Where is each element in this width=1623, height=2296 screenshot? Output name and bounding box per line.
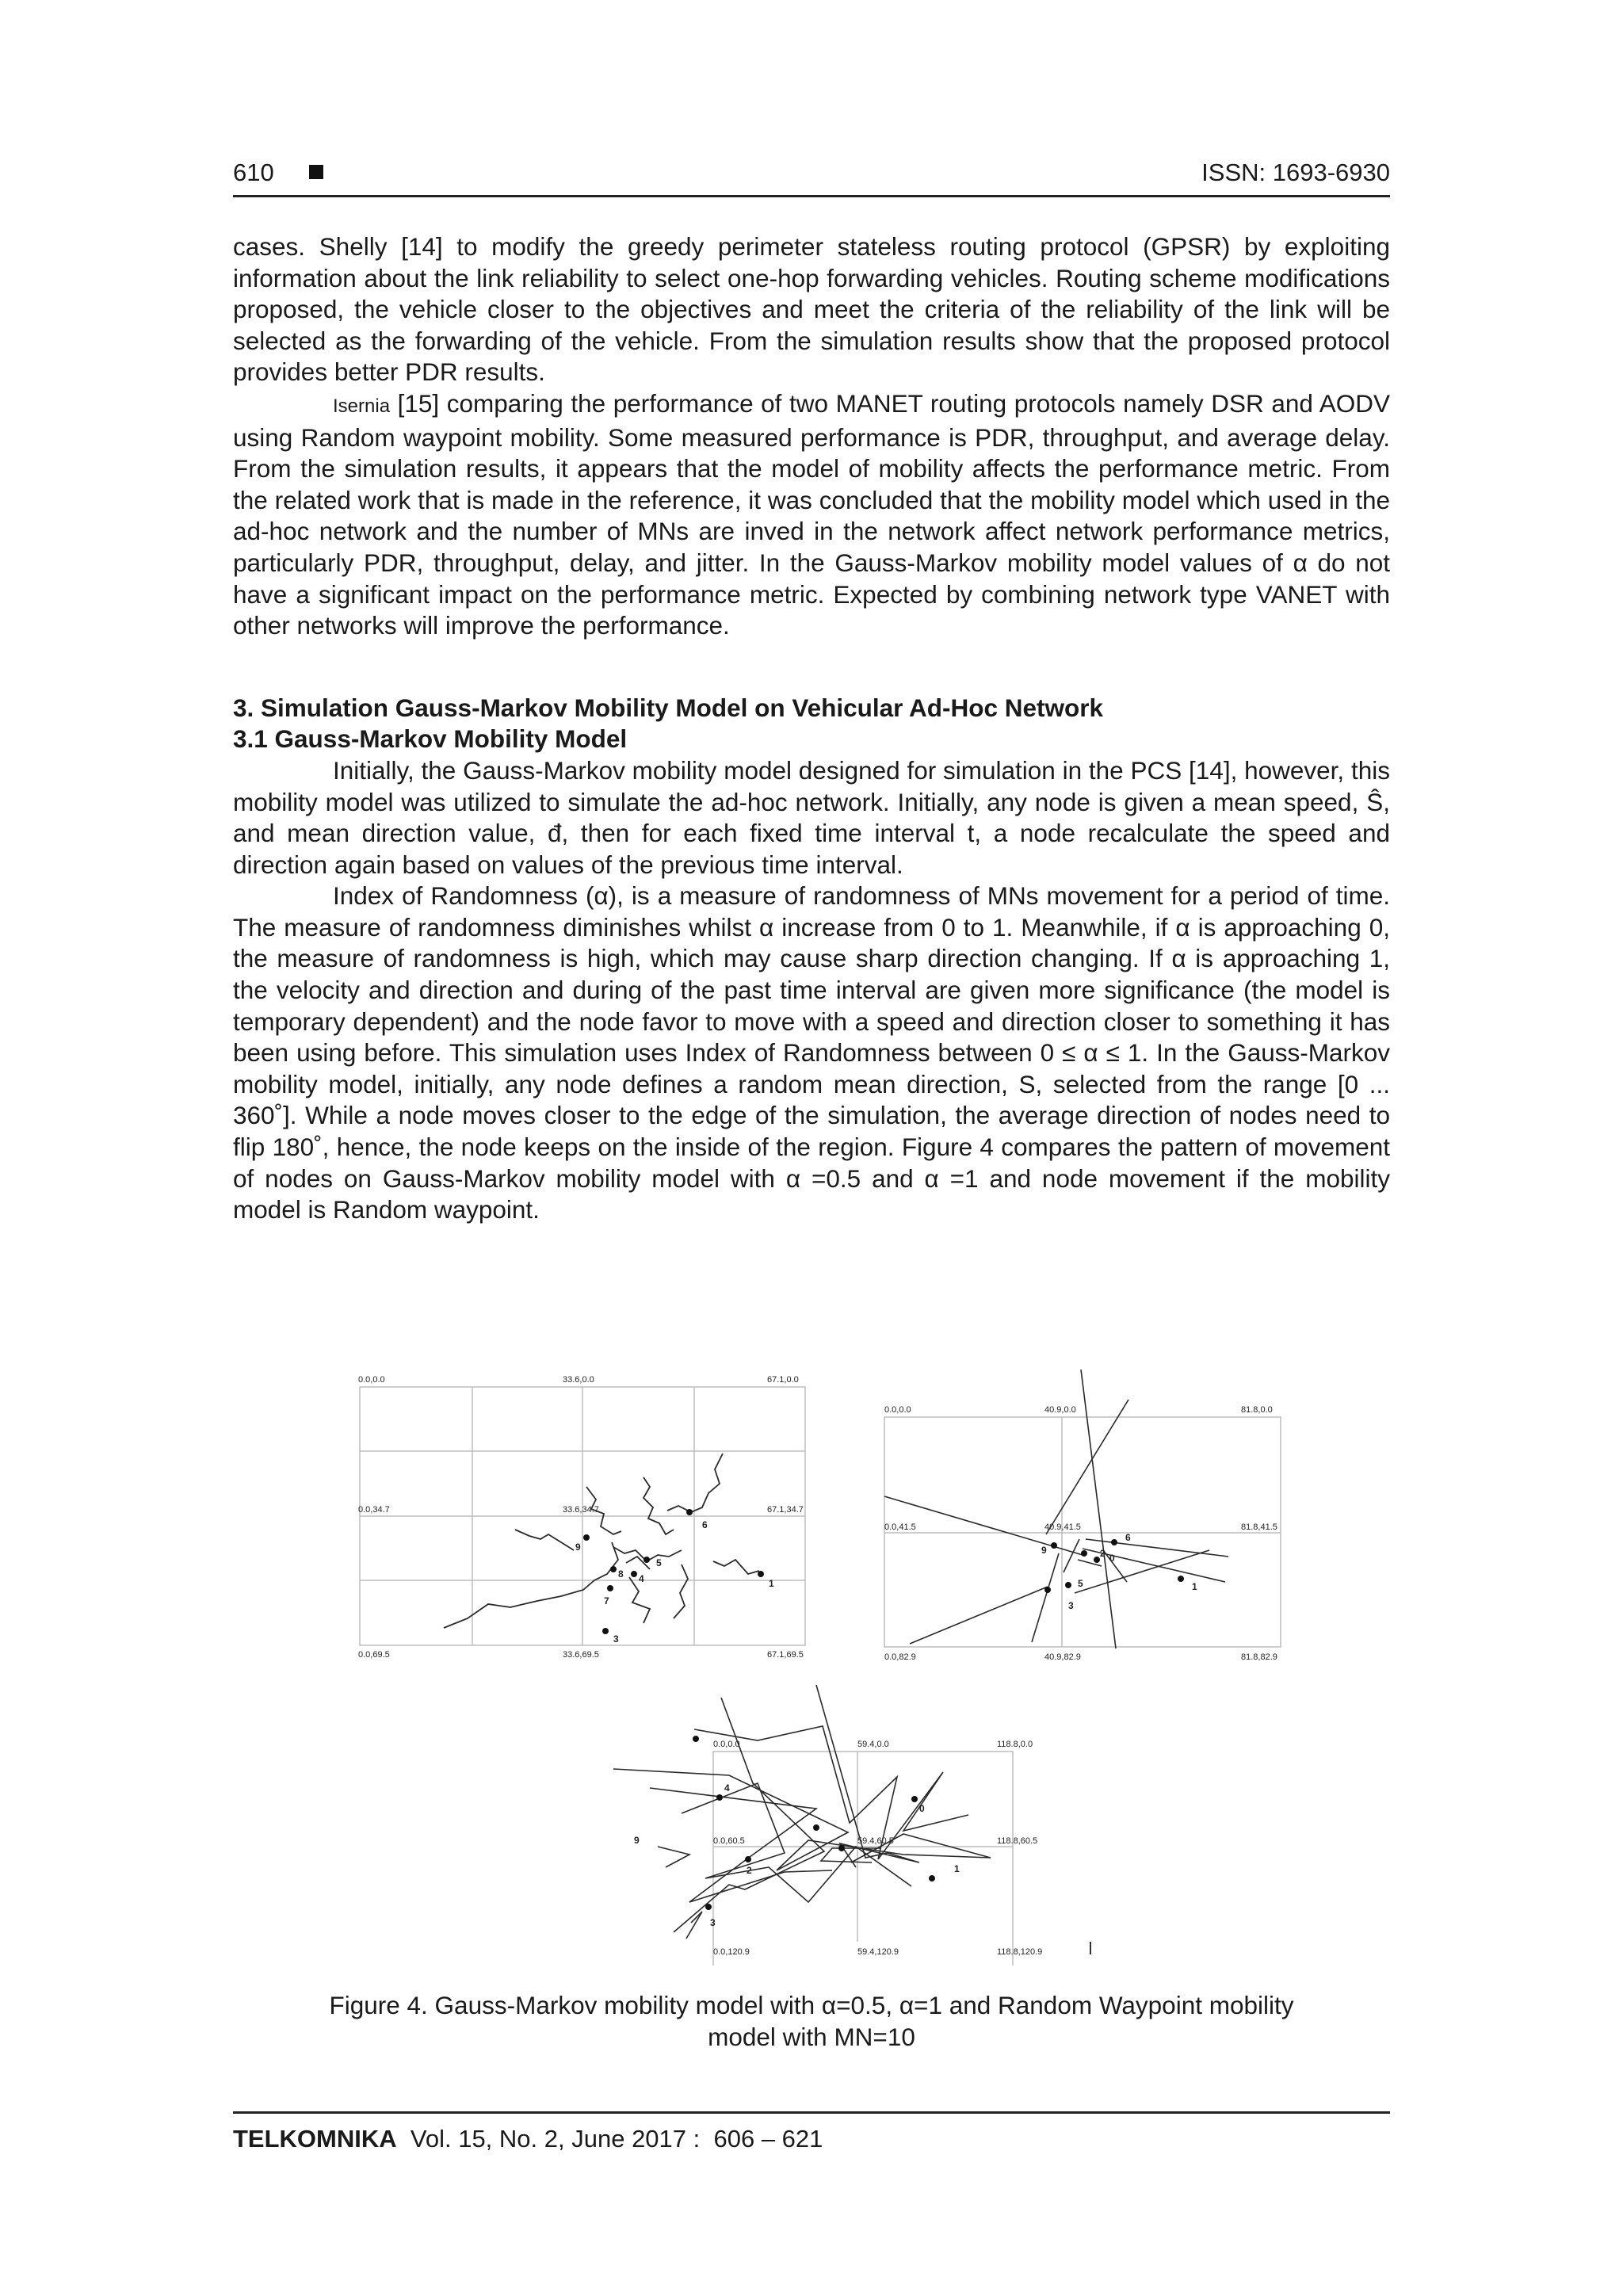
panel-c-node-0: 0 <box>919 1803 925 1814</box>
panel-a-trajectories <box>444 1454 759 1628</box>
panel-a-node-1: 1 <box>769 1578 774 1589</box>
panel-c-node-1: 1 <box>954 1863 960 1874</box>
panel-b-label-mm: 40.9,41.5 <box>1044 1522 1081 1532</box>
page-number: 610 <box>233 159 274 186</box>
panel-c-label-ml: 0.0,60.5 <box>713 1836 745 1846</box>
issn: ISSN: 1693-6930 <box>1201 159 1390 186</box>
panel-c-node-9: 9 <box>634 1835 640 1846</box>
panel-c-label-mm: 59.4,60.5 <box>857 1836 894 1846</box>
panel-a-label-bm: 33.6,69.5 <box>563 1650 599 1660</box>
panel-a-node-8: 8 <box>618 1568 624 1580</box>
panel-a-node-9: 9 <box>575 1541 581 1553</box>
panel-b-node-6: 6 <box>1125 1532 1131 1543</box>
panel-a-label-br: 67.1,69.5 <box>767 1650 804 1660</box>
panel-b-label-bm: 40.9,82.9 <box>1044 1652 1081 1662</box>
figure-panel-c <box>571 1664 1109 1966</box>
paragraph-4: Index of Randomness (α), is a measure of randomness of MNs movement for a period of time. The measure of randomness diminishes whilst α increase from 0 to 1. Meanwhile, if α is approaching 0, the measure of randomness is high, which may cause sharp direction changing. If α is approaching 1, the velocity and direction and during of the past time interval are given more significance (the model is temporary dependent) and the node favor to move with a speed and direction closer to something it has been using before. This simulation uses Index of Randomness between 0 ≤ α ≤ 1. In the Gauss-Markov mobility model, initially, any node defines a random mean direction, S, selected from the range [0 ... 360˚]. While a node moves closer to the edge of the simulation, the average direction of nodes need to flip 180˚, hence, the node keeps on the inside of the region. Figure 4 compares the pattern of movement of nodes on Gauss-Markov mobility model with α =0.5 and α =1 and node movement if the mobility model is Random waypoint. <box>233 881 1390 1224</box>
panel-a-node-6: 6 <box>702 1519 708 1530</box>
panel-a-label-bl: 0.0,69.5 <box>358 1650 390 1660</box>
panel-a-label-tr: 67.1,0.0 <box>767 1375 799 1385</box>
page-header <box>233 155 1390 197</box>
panel-a-node-7: 7 <box>604 1595 609 1606</box>
panel-c-trajectories <box>613 1685 991 1939</box>
panel-c-label-tl: 0.0,0.0 <box>713 1740 740 1749</box>
panel-b-node-9: 9 <box>1041 1545 1047 1556</box>
panel-b-label-bl: 0.0,82.9 <box>884 1652 916 1662</box>
figure-caption-line-2: model with MN=10 <box>708 2023 915 2051</box>
figure-caption-line-1: Figure 4. Gauss-Markov mobility model with α=0.5, α=1 and Random Waypoint mobility <box>329 1991 1294 2019</box>
panel-c-label-br: 118.8,120.9 <box>997 1947 1043 1957</box>
panel-c-label-bm: 59.4,120.9 <box>857 1947 899 1957</box>
panel-a-label-ml: 0.0,34.7 <box>358 1505 390 1515</box>
section-heading: 3. Simulation Gauss-Markov Mobility Model on Vehicular Ad-Hoc Network <box>233 693 1104 722</box>
panel-c-node-4: 4 <box>724 1782 730 1794</box>
panel-a-node-4: 4 <box>639 1573 644 1584</box>
journal-name: TELKOMNIKA <box>233 2125 397 2153</box>
paragraph-3: Initially, the Gauss-Markov mobility model designed for simulation in the PCS [14], however, this mobility model was utilized to simulate the ad-hoc network. Initially, any node is given a mean speed, Ŝ, and mean direction value, đ, then for each fixed time interval t, a node recalculate the speed and direction again based on values of the previous time interval. <box>233 755 1390 879</box>
figure-panel-a <box>349 1366 824 1675</box>
panel-b-label-mr: 81.8,41.5 <box>1241 1522 1277 1532</box>
panel-c-label-tm: 59.4,0.0 <box>857 1740 889 1749</box>
panel-a-label-tl: 0.0,0.0 <box>358 1375 385 1385</box>
panel-b-node-1: 1 <box>1192 1581 1197 1592</box>
panel-c-label-tr: 118.8,0.0 <box>997 1740 1033 1749</box>
paragraph-2-lead: Isernia <box>333 395 391 417</box>
paragraph-2 <box>233 388 1390 642</box>
panel-a-node-3: 3 <box>613 1633 619 1645</box>
paragraph-2-text: [15] comparing the performance of two MANET routing protocols namely DSR and AODV using Random waypoint mobility. Some measured performance is PDR, throughput, and average delay. From the simulation results, it appears that the model of mobility affects the performance metric. From the related work that is made in the reference, it was concluded that the mobility model which used in the ad-hoc network and the number of MNs are inved in the network affect network performance metrics, particularly PDR, throughput, delay, and jitter. In the Gauss-Markov mobility model values of α do not have a significant impact on the performance metric. Expected by combining network type VANET with other networks will improve the performance. <box>233 388 1390 640</box>
panel-a-label-tm: 33.6,0.0 <box>563 1375 594 1385</box>
panel-b-node-5: 5 <box>1078 1578 1083 1589</box>
panel-b-label-tm: 40.9,0.0 <box>1044 1405 1076 1415</box>
journal-citation: Vol. 15, No. 2, June 2017 : 606 – 621 <box>396 2125 823 2153</box>
header-square-icon <box>309 165 323 179</box>
panel-b-node-0: 0 <box>1109 1553 1115 1564</box>
panel-b-label-tr: 81.8,0.0 <box>1241 1405 1273 1415</box>
body-text <box>233 231 1390 1226</box>
figure-caption <box>233 1989 1390 2053</box>
panel-b-node-3: 3 <box>1068 1600 1074 1611</box>
paragraph-1: cases. Shelly [14] to modify the greedy perimeter stateless routing protocol (GPSR) by exploiting information about the link reliability to select one-hop forwarding vehicles. Routing scheme modifications proposed, the vehicle closer to the objectives and meet the criteria of the reliability of the link will be selected as the forwarding of the vehicle. From the simulation results show that the proposed protocol provides better PDR results. <box>233 232 1390 387</box>
panel-c-label-mr: 118.8,60.5 <box>997 1836 1038 1846</box>
panel-a-label-mm: 33.6,34.7 <box>563 1505 599 1515</box>
panel-b-label-ml: 0.0,41.5 <box>884 1522 916 1532</box>
panel-b-node-2: 2 <box>1100 1548 1106 1559</box>
panel-a-node-5: 5 <box>656 1557 662 1568</box>
panel-b-label-br: 81.8,82.9 <box>1241 1652 1277 1662</box>
page-footer <box>233 2111 1390 2153</box>
panel-c-node-3: 3 <box>710 1917 716 1928</box>
panel-c-node-2: 2 <box>747 1865 752 1876</box>
figure-panel-b <box>832 1366 1300 1675</box>
panel-b-label-tl: 0.0,0.0 <box>884 1405 911 1415</box>
panel-c-label-bl: 0.0,120.9 <box>713 1947 750 1957</box>
subsection-heading: 3.1 Gauss-Markov Mobility Model <box>233 724 628 754</box>
panel-a-label-mr: 67.1,34.7 <box>767 1505 804 1515</box>
